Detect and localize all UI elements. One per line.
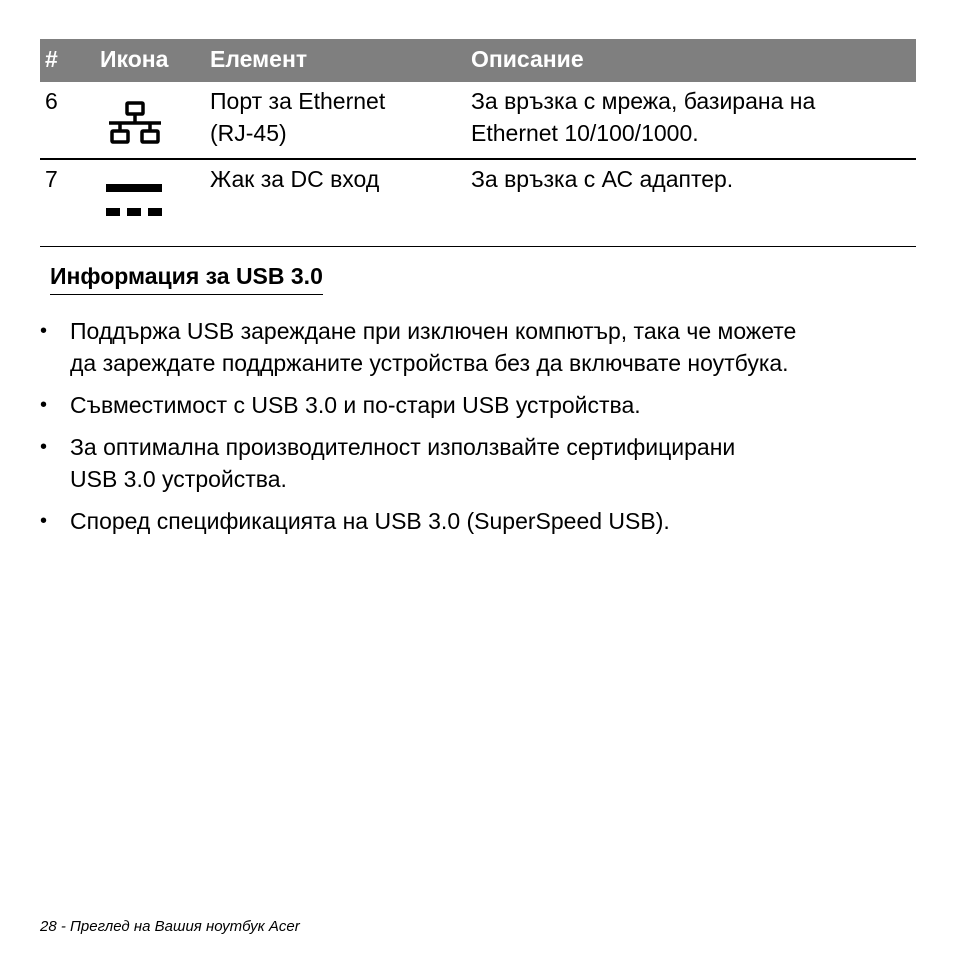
list-item-line: USB 3.0 устройства. (70, 466, 287, 492)
description-line-1: За връзка с мрежа, базирана на (471, 88, 816, 114)
dc-power-icon (106, 184, 164, 220)
header-num: # (45, 46, 58, 72)
description-line-2: Ethernet 10/100/1000. (471, 120, 699, 146)
header-description: Описание (471, 46, 584, 72)
table-header (40, 39, 916, 82)
list-item (40, 389, 930, 421)
header-icon: Икона (100, 46, 169, 72)
list-item (40, 315, 930, 379)
element-line-1: Порт за Ethernet (210, 88, 386, 114)
ethernet-port-icon (107, 101, 163, 147)
description-line-1: За връзка с АС адаптер. (471, 166, 734, 192)
row-num: 6 (45, 88, 58, 114)
list-item-line: • Според спецификацията на USB 3.0 (SuperSpeed USB). (70, 508, 670, 534)
list-item-line: • За оптимална производителност използвайте сертифицирани (70, 434, 736, 460)
page-footer: 28 - Преглед на Вашия ноутбук Acer (40, 918, 300, 935)
section-title: Информация за USB 3.0 (50, 263, 323, 295)
element-line-1: Жак за DC вход (210, 166, 380, 192)
list-item-line: • Поддържа USB зареждане при изключен компютър, така че можете (70, 318, 797, 344)
list-item (40, 431, 930, 495)
usb-info-list (40, 315, 930, 547)
table-row (40, 82, 916, 160)
list-item (40, 505, 930, 537)
row-num: 7 (45, 166, 58, 192)
ports-table (40, 39, 916, 247)
list-item-line: да зареждате поддржаните устройства без да включвате ноутбука. (70, 350, 789, 376)
header-element: Елемент (210, 46, 308, 72)
list-item-line: • Съвместимост с USB 3.0 и по-стари USB устройства. (70, 392, 641, 418)
table-row (40, 160, 916, 247)
element-line-2: (RJ-45) (210, 120, 287, 146)
